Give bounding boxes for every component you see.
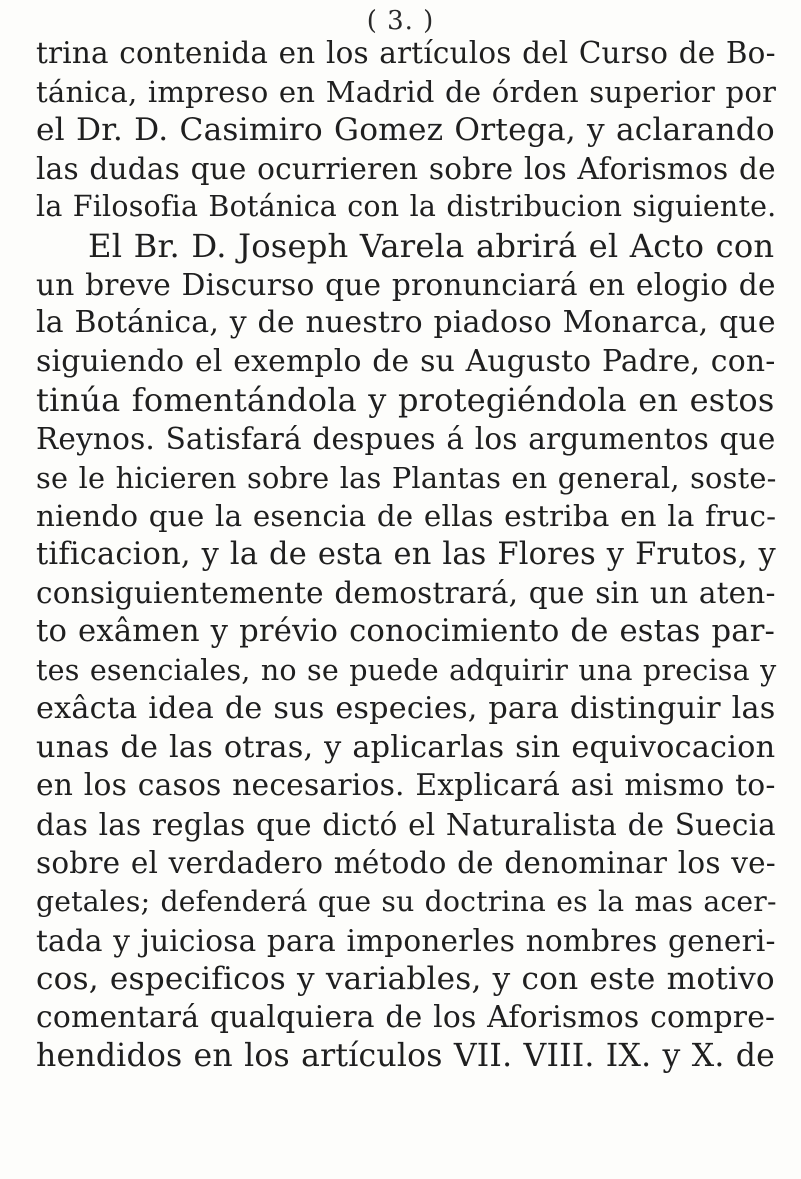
text-line: consiguientemente demostrará, que sin un aten- <box>36 576 776 611</box>
text-line: se le hicieren sobre las Plantas en general, soste- <box>36 460 777 495</box>
text-line: la Botánica, y de nuestro piadoso Monarca, que <box>36 305 776 341</box>
text-line: tes esenciales, no se puede adquirir una precisa y <box>36 653 777 687</box>
text-line: unas de las otras, y aplicarlas sin equivocacion <box>36 729 776 765</box>
text-line: siguiendo el exemplo de su Augusto Padre, con- <box>36 343 776 379</box>
text-line: sobre el verdadero método de denominar los ve- <box>36 846 776 881</box>
text-line: niendo que la esencia de ellas estriba en la fruc- <box>36 499 777 534</box>
text-line: tinúa fomentándola y protegiéndola en estos <box>36 381 775 420</box>
text-line: comentará qualquiera de los Aforismos compre- <box>36 999 776 1035</box>
body-text <box>36 34 777 1076</box>
text-line: tificacion, y la de esta en las Flores y Frutos, y <box>36 536 776 572</box>
text-line: las dudas que ocurrieren sobre los Aforismos de <box>36 151 776 186</box>
text-line: trina contenida en los artículos del Curso de Bo- <box>36 36 776 70</box>
text-line: en los casos necesarios. Explicará asi mismo to- <box>36 768 776 804</box>
text-line: un breve Discurso que pronunciará en elogio de <box>36 267 776 302</box>
page-number: ( 3. ) <box>366 6 435 36</box>
text-line: getales; defenderá que su doctrina es la mas acer- <box>36 885 777 919</box>
paragraph-start-line: El Br. D. Joseph Varela abrirá el Acto con <box>88 226 775 265</box>
text-line: cos, especificos y variables, y con este motivo <box>36 961 775 998</box>
text-line: tada y juiciosa para imponerles nombres generi- <box>36 923 776 958</box>
text-line: exâcta idea de sus especies, para distinguir las <box>36 691 776 727</box>
text-line: Reynos. Satisfará despues á los argumentos que <box>36 421 776 456</box>
text-line: el Dr. D. Casimiro Gomez Ortega, y aclarando <box>36 112 775 149</box>
text-line: hendidos en los artículos VII. VIII. IX. y X. de <box>36 1038 775 1075</box>
text-line: la Filosofia Botánica con la distribucion siguiente. <box>36 190 777 224</box>
text-line: tánica, impreso en Madrid de órden superior por <box>36 74 777 109</box>
text-line: to exâmen y prévio conocimiento de estas par- <box>36 613 776 649</box>
text-line: das las reglas que dictó el Naturalista de Suecia <box>36 807 776 842</box>
